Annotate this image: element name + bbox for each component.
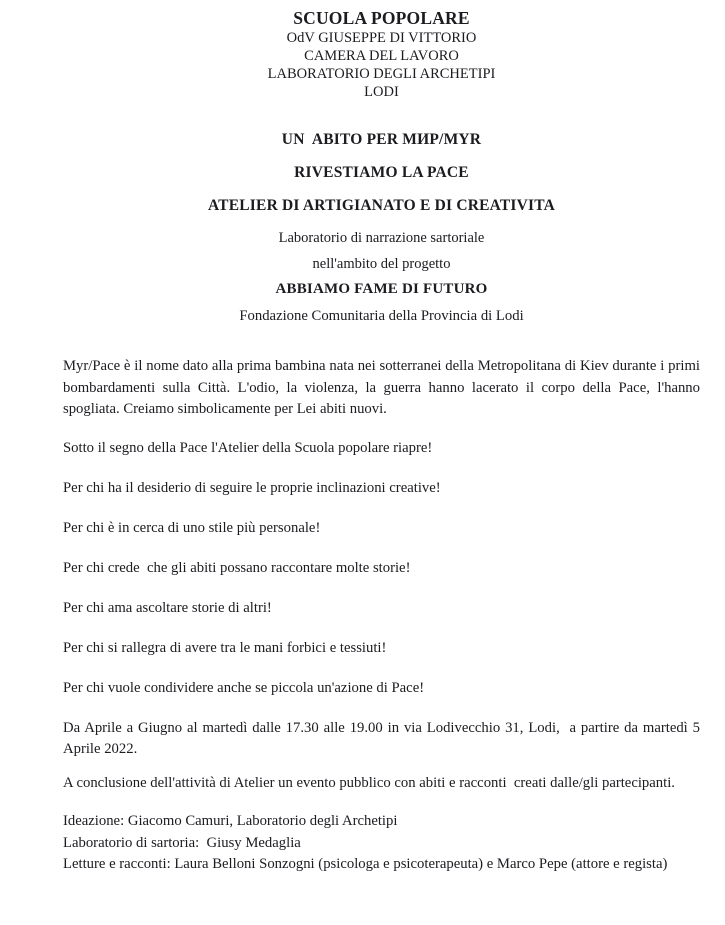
exclamation-line: Per chi si rallegra di avere tra le mani forbici e tessiuti! — [63, 639, 387, 656]
event-headings — [63, 130, 700, 216]
exclamation-line: Per chi ama ascoltare storie di altri! — [63, 599, 272, 616]
document-header — [63, 8, 700, 101]
project-title: ABBIAMO FAME DI FUTURO — [275, 281, 488, 297]
org-line: LODI — [364, 84, 399, 100]
exclamation-line: Sotto il segno della Pace l'Atelier della Scuola popolare riapre! — [63, 439, 433, 456]
event-heading: UN ABITO PER МИР/MYR — [281, 131, 482, 148]
document-body — [63, 356, 704, 876]
org-line: CAMERA DEL LAVORO — [304, 48, 459, 64]
exclamation-line: Per chi crede che gli abiti possano raccontare molte storie! — [63, 559, 411, 576]
org-line: LABORATORIO DEGLI ARCHETIPI — [267, 66, 496, 82]
subtitle-context-line: nell'ambito del progetto — [312, 256, 451, 272]
subtitle-lab-line: Laboratorio di narrazione sartoriale — [278, 230, 485, 246]
credit-line: Laboratorio di sartoria: Giusy Medaglia — [63, 834, 301, 851]
exclamation-line: Per chi vuole condividere anche se piccola un'azione di Pace! — [63, 679, 425, 696]
conclusion-paragraph: A conclusione dell'attività di Atelier un evento pubblico con abiti e racconti creati dalle/gli partecipanti. — [63, 774, 675, 791]
credit-line: Letture e racconti: Laura Belloni Sonzogni (psicologa e psicoterapeuta) e Marco Pepe (attore e regista) — [63, 856, 668, 872]
org-line: OdV GIUSEPPE DI VITTORIO — [286, 30, 477, 46]
schedule-paragraph: Da Aprile a Giugno al martedì dalle 17.30 alle 19.00 in via Lodivecchio 31, Lodi, a partire da martedì 5 Aprile 2022. — [63, 719, 703, 757]
foundation-line: Fondazione Comunitaria della Provincia di Lodi — [239, 308, 524, 324]
exclamation-line: Per chi ha il desiderio di seguire le proprie inclinazioni creative! — [63, 479, 441, 496]
exclamation-line: Per chi è in cerca di uno stile più personale! — [63, 519, 321, 536]
document-title: SCUOLA POPOLARE — [293, 8, 470, 28]
credit-line: Ideazione: Giacomo Camuri, Laboratorio degli Archetipi — [63, 813, 398, 829]
intro-paragraph: Myr/Pace è il nome dato alla prima bambina nata nei sotterranei della Metropolitana di Kiev durante i primi bombardamenti sulla Città. L'odio, la violenza, la guerra hanno lacerato il corpo della Pace, l'hanno spogliata. Creiamo simbolicamente per Lei abiti nuovi. — [63, 358, 704, 417]
event-subtitle — [63, 229, 700, 325]
event-heading: ATELIER DI ARTIGIANATO E DI CREATIVITA — [207, 197, 556, 214]
event-heading: RIVESTIAMO LA PACE — [294, 164, 469, 181]
